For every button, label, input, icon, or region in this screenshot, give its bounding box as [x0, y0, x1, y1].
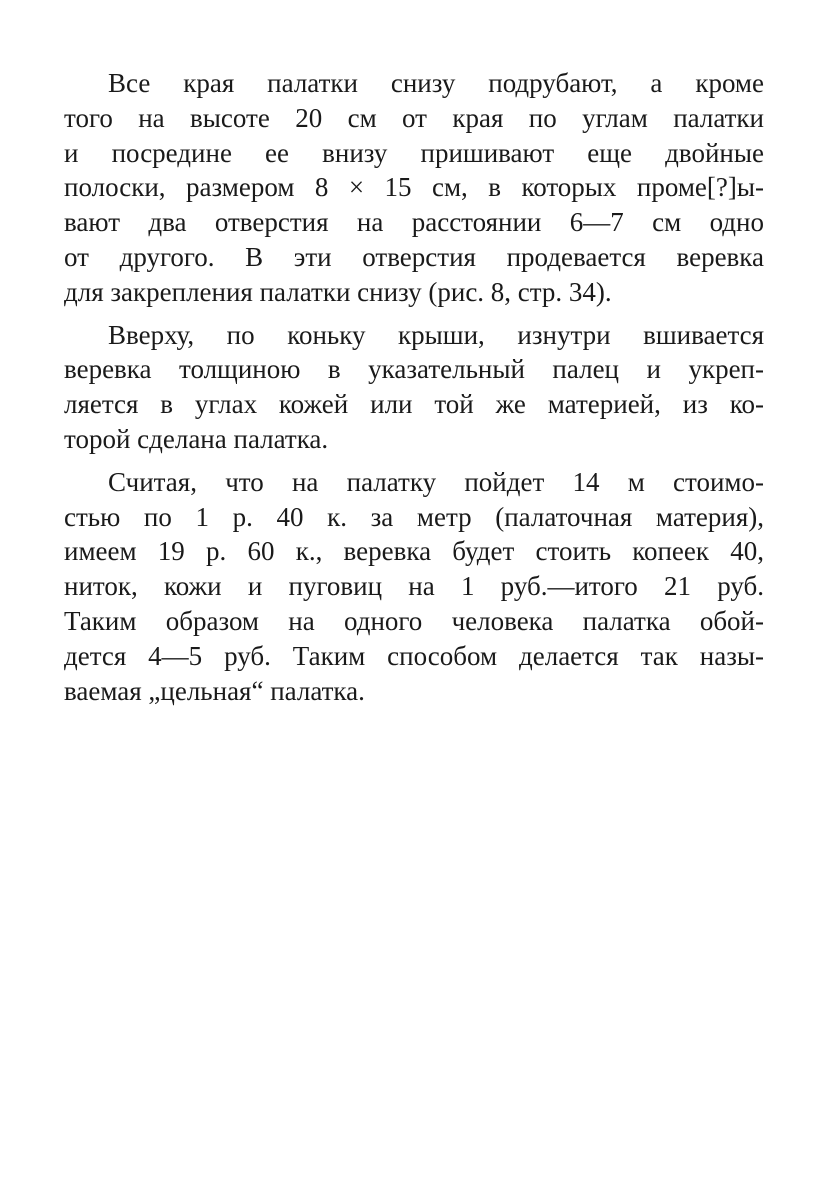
text-line: ляется в углах кожей или той же материей, из ко-: [64, 389, 764, 420]
text-line: полоски, размером 8 × 15 см, в которых проме[?]ы-: [64, 172, 764, 203]
text-line: Считая, что на палатку пойдет 14 м стоимо-: [108, 466, 764, 497]
text-line: для закрепления палатки снизу (рис. 8, стр. 34).: [64, 276, 612, 307]
text-line: стью по 1 р. 40 к. за метр (палаточная материя),: [64, 501, 764, 532]
text-line: вают два отверстия на расстоянии 6—7 см одно: [64, 207, 764, 238]
text-line: веревка толщиною в указательный палец и укреп-: [64, 354, 764, 385]
text-line: имеем 19 р. 60 к., веревка будет стоить копеек 40,: [64, 536, 764, 567]
text-line: Таким образом на одного человека палатка обой-: [64, 605, 764, 636]
text-line: ваемая „цельная“ палатка.: [64, 675, 365, 706]
paragraph-2: [64, 318, 764, 457]
text-line: Все края палатки снизу подрубают, а кроме: [108, 68, 764, 98]
paragraph-3: [64, 465, 764, 709]
text-line: Вверху, по коньку крыши, изнутри вшивается: [108, 319, 764, 350]
text-line: того на высоте 20 см от края по углам палатки: [64, 102, 764, 133]
text-line: и посредине ее внизу пришивают еще двойные: [64, 137, 764, 168]
text-line: торой сделана палатка.: [64, 423, 329, 454]
text-line: от другого. В эти отверстия продевается веревка: [64, 241, 764, 272]
text-body: [64, 66, 764, 716]
text-line: дется 4—5 руб. Таким способом делается так назы-: [64, 640, 764, 671]
text-line: ниток, кожи и пуговиц на 1 руб.—итого 21 руб.: [64, 571, 764, 602]
paragraph-1: [64, 66, 764, 310]
